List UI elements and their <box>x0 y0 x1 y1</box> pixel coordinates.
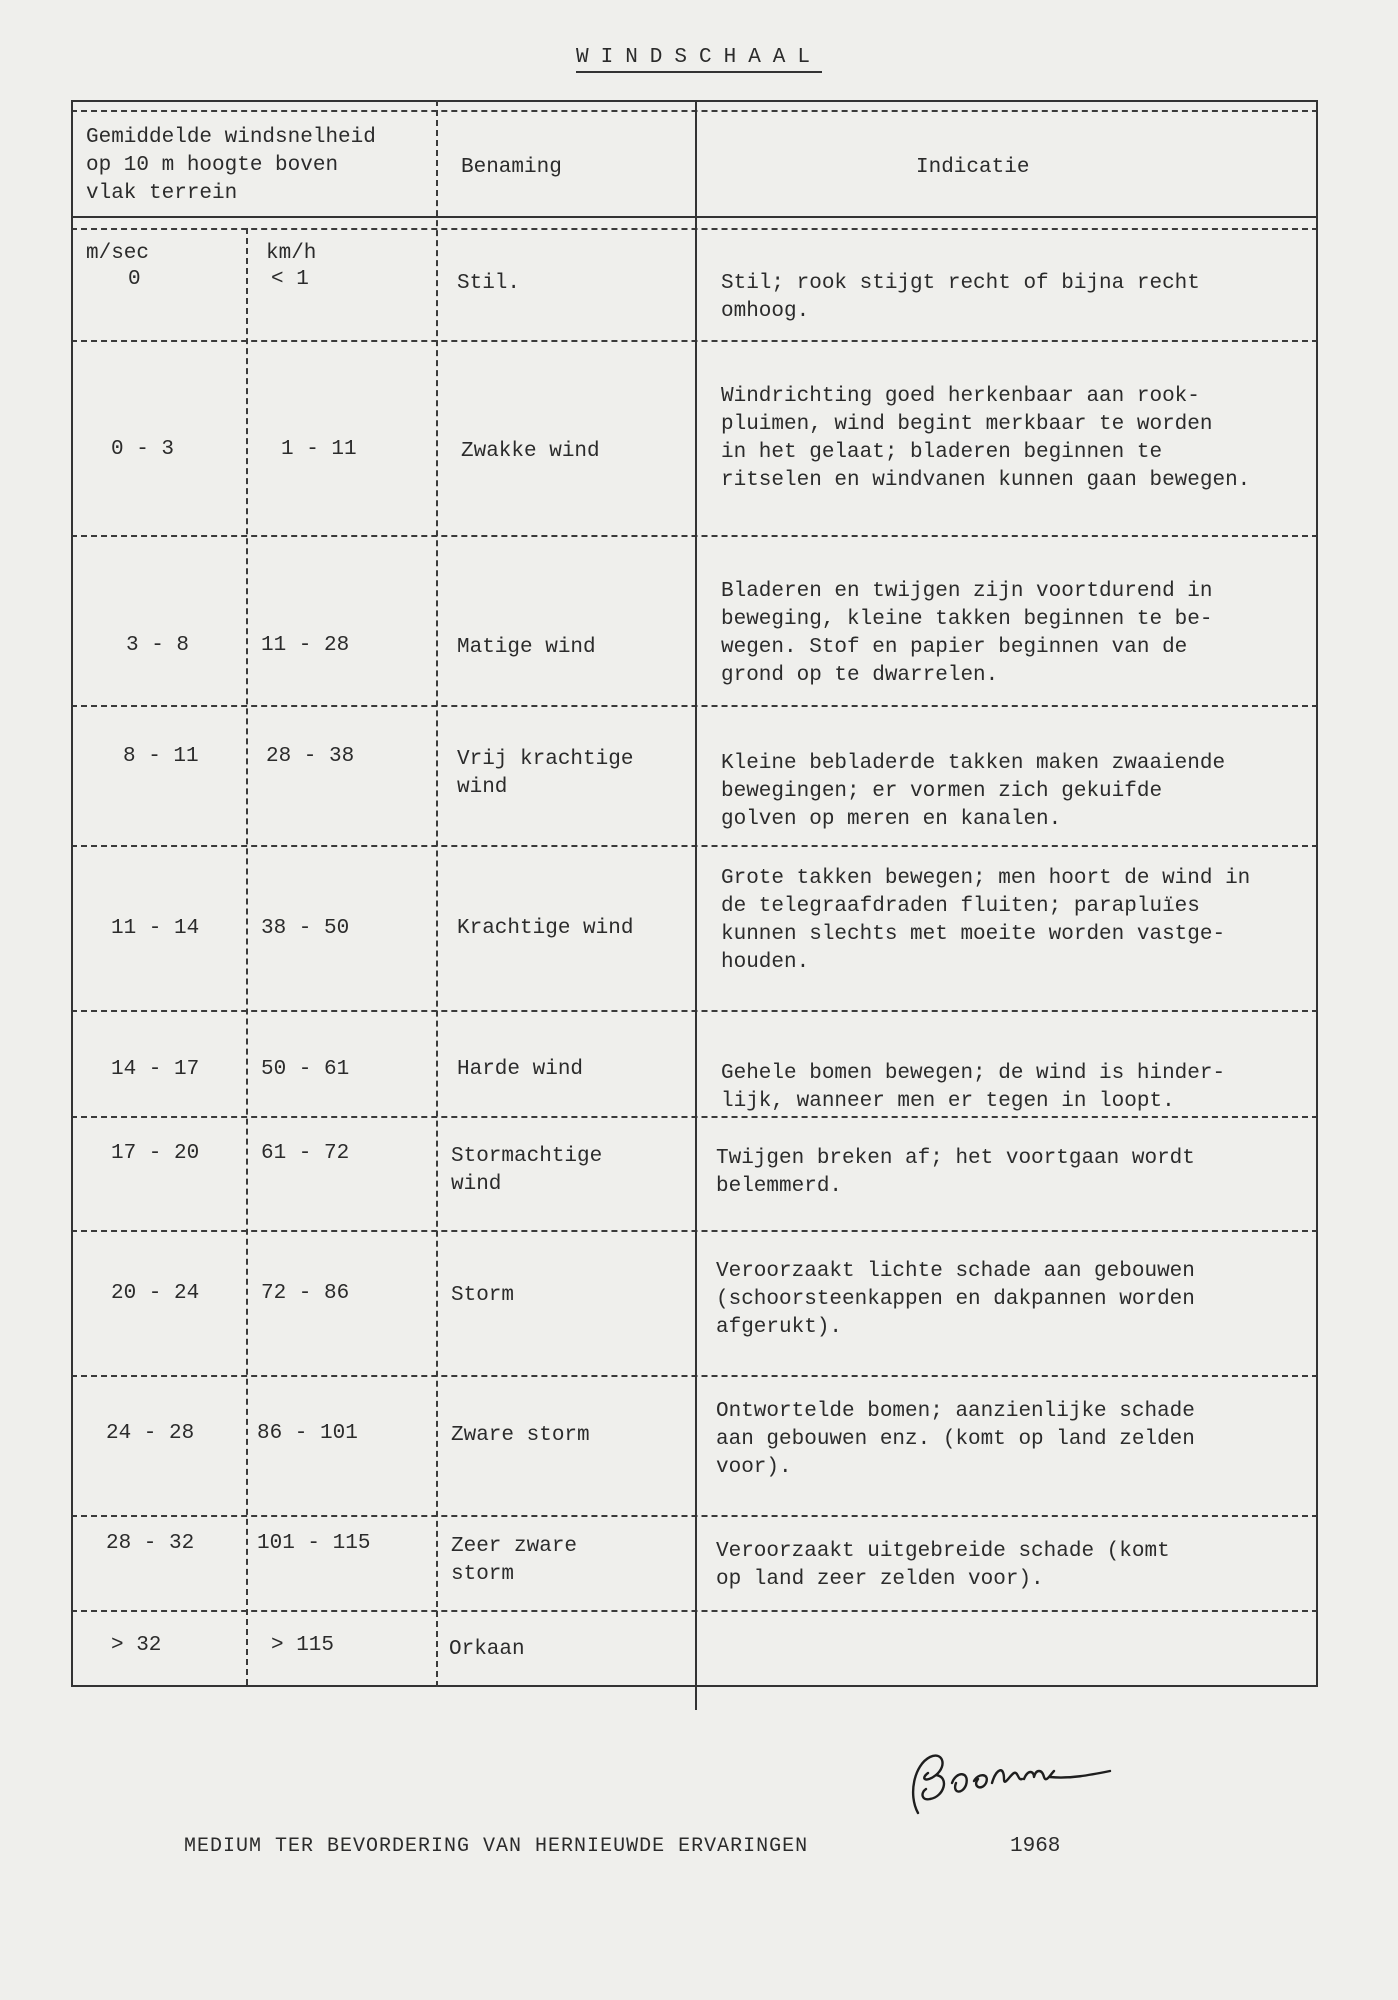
row-ms: 24 - 28 <box>106 1422 195 1445</box>
speed-divider-rule <box>246 228 248 1685</box>
row-ms: 3 - 8 <box>126 634 190 657</box>
unit-kmh: km/h <box>266 242 317 265</box>
row-kmh: 86 - 101 <box>257 1422 358 1445</box>
row-kmh: 28 - 38 <box>266 745 355 768</box>
row-name: Stormachtige wind <box>451 1145 603 1196</box>
row-name: Orkaan <box>449 1638 525 1661</box>
row-kmh: 50 - 61 <box>261 1058 350 1081</box>
row-kmh: 38 - 50 <box>261 917 350 940</box>
header-name: Benaming <box>461 156 562 179</box>
row-ms: 17 - 20 <box>111 1142 200 1165</box>
row-ms: 0 <box>128 268 141 291</box>
row-ms: 0 - 3 <box>111 438 175 461</box>
row-kmh: 11 - 28 <box>261 634 350 657</box>
row-indication: Veroorzaakt uitgebreide schade (komt op land zeer zelden voor). <box>716 1540 1170 1591</box>
row-name: Krachtige wind <box>457 917 634 940</box>
row-name: Storm <box>451 1284 515 1307</box>
row-name: Zeer zware storm <box>451 1535 578 1586</box>
footer-year: 1968 <box>1010 1835 1061 1858</box>
row-kmh: < 1 <box>271 268 309 291</box>
row-indication: Gehele bomen bewegen; de wind is hinder- lijk, wanneer men er tegen in loopt. <box>721 1062 1226 1113</box>
footer-organization: MEDIUM TER BEVORDERING VAN HERNIEUWDE ERVARINGEN <box>184 1835 809 1858</box>
wind-scale-table <box>71 100 1318 1685</box>
table-right-rule <box>1316 100 1318 1687</box>
row-indication: Kleine bebladerde takken maken zwaaiende bewegingen; er vormen zich gekuifde golven op meren en kanalen. <box>721 752 1226 831</box>
table-left-rule <box>71 100 73 1687</box>
row-kmh: 61 - 72 <box>261 1142 350 1165</box>
header-indication: Indicatie <box>916 156 1030 179</box>
row-ms: 28 - 32 <box>106 1532 195 1555</box>
row-ms: > 32 <box>111 1634 162 1657</box>
row-kmh: 72 - 86 <box>261 1282 350 1305</box>
row-name: Vrij krachtige wind <box>457 748 634 799</box>
row-name: Harde wind <box>457 1058 584 1081</box>
document-title: WINDSCHAAL <box>0 46 1398 69</box>
row-indication: Twijgen breken af; het voortgaan wordt belemmerd. <box>716 1147 1195 1198</box>
row-name: Stil. <box>457 272 521 295</box>
row-kmh: 1 - 11 <box>281 438 357 461</box>
row-name: Zwakke wind <box>461 440 600 463</box>
row-kmh: 101 - 115 <box>257 1532 371 1555</box>
name-divider-rule <box>436 100 438 1687</box>
row-indication: Ontwortelde bomen; aanzienlijke schade aan gebouwen enz. (komt op land zelden voor). <box>716 1400 1195 1479</box>
row-indication: Veroorzaakt lichte schade aan gebouwen (schoorsteenkappen en dakpannen worden afgerukt). <box>716 1260 1195 1339</box>
row-name: Matige wind <box>457 636 596 659</box>
unit-ms: m/sec <box>86 242 150 265</box>
row-ms: 20 - 24 <box>111 1282 200 1305</box>
row-indication: Windrichting goed herkenbaar aan rook- pluimen, wind begint merkbaar te worden in het gelaat; bladeren beginnen te ritselen en windvanen kunnen gaan bewegen. <box>721 385 1251 492</box>
row-ms: 14 - 17 <box>111 1058 200 1081</box>
row-indication: Bladeren en twijgen zijn voortdurend in beweging, kleine takken beginnen te be- wegen. Stof en papier beginnen van de grond op te dwarrelen. <box>721 580 1213 687</box>
row-indication: Stil; rook stijgt recht of bijna recht omhoog. <box>721 272 1200 323</box>
row-kmh: > 115 <box>271 1634 335 1657</box>
row-ms: 8 - 11 <box>123 745 199 768</box>
row-name: Zware storm <box>451 1424 590 1447</box>
header-speed: Gemiddelde windsnelheid op 10 m hoogte boven vlak terrein <box>86 126 376 205</box>
row-indication: Grote takken bewegen; men hoort de wind in de telegraafdraden fluiten; parapluïes kunnen slechts met moeite worden vastge- houden. <box>721 867 1251 974</box>
indication-divider-rule <box>695 100 697 1710</box>
row-ms: 11 - 14 <box>111 917 200 940</box>
handwritten-signature <box>900 1735 1130 1830</box>
